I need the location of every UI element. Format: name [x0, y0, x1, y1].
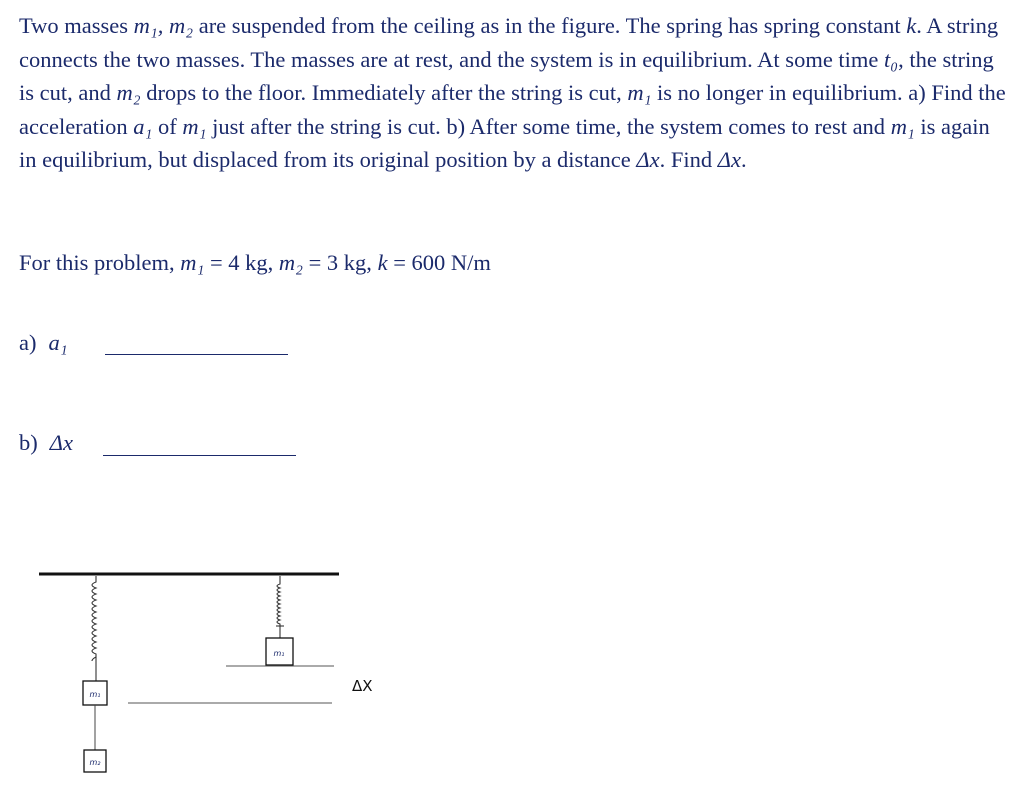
- answer-a-label: a): [19, 330, 37, 355]
- problem-text: . A string connects the two masses. The masses are at rest, and the system is in equilibrium. At some time: [19, 13, 999, 72]
- problem-text: . Find: [659, 147, 718, 172]
- right-mass1-label: m₁: [273, 649, 285, 658]
- answer-a: [19, 330, 68, 356]
- problem-text: , the string is cut, and: [19, 46, 994, 105]
- symbol-k: k: [377, 250, 388, 275]
- problem-text: are suspended from the ceiling as in the figure. The spring has spring constant: [193, 13, 907, 38]
- symbol-k: k: [906, 13, 917, 38]
- symbol-delta-x: Δx: [717, 147, 741, 172]
- k-value: = 600 N/m: [387, 250, 491, 275]
- mass2-label: m₂: [89, 758, 101, 767]
- problem-text: just after the string is cut. b) After some time, the system comes to rest and: [206, 113, 891, 139]
- symbol-delta-x: Δx: [49, 430, 73, 455]
- given-values: [19, 246, 491, 279]
- problem-text: of: [152, 113, 183, 139]
- symbol-m1: m₁: [182, 113, 207, 139]
- problem-text: drops to the floor. Immediately after the string is cut,: [140, 80, 628, 105]
- answer-a-blank[interactable]: [105, 354, 288, 355]
- problem-statement: [19, 9, 1009, 177]
- left-mass1-label: m₁: [89, 690, 101, 699]
- symbol-t0: t₀: [884, 46, 899, 72]
- symbol-m1-m2: m₁, m₂: [133, 13, 194, 38]
- answer-b-label: b): [19, 430, 38, 455]
- problem-text: is no longer in equilibrium. a) Find the acceleration: [19, 80, 1006, 139]
- m2-value: = 3 kg,: [302, 250, 378, 275]
- symbol-m1: m₁: [627, 80, 652, 105]
- symbol-a1: a₁: [133, 113, 153, 139]
- symbol-delta-x: Δx: [636, 147, 660, 172]
- symbol-m2: m₂: [278, 250, 303, 275]
- delta-x-label: ΔX: [352, 677, 373, 695]
- given-text: For this problem,: [19, 250, 181, 275]
- symbol-m1: m₁: [180, 250, 205, 275]
- problem-text: Two masses: [19, 13, 134, 38]
- answer-b-blank[interactable]: [103, 455, 296, 456]
- m1-value: = 4 kg,: [204, 250, 279, 275]
- answer-b: [19, 430, 73, 456]
- symbol-a1: a₁: [48, 330, 68, 355]
- left-spring: [92, 576, 96, 681]
- problem-text: .: [740, 147, 747, 172]
- right-spring: [276, 576, 284, 638]
- problem-text: is again in equilibrium, but displaced from its original position by a distance: [19, 113, 990, 172]
- spring-mass-figure: [0, 540, 420, 808]
- symbol-m2: m₂: [116, 80, 141, 105]
- symbol-m1: m₁: [890, 113, 915, 139]
